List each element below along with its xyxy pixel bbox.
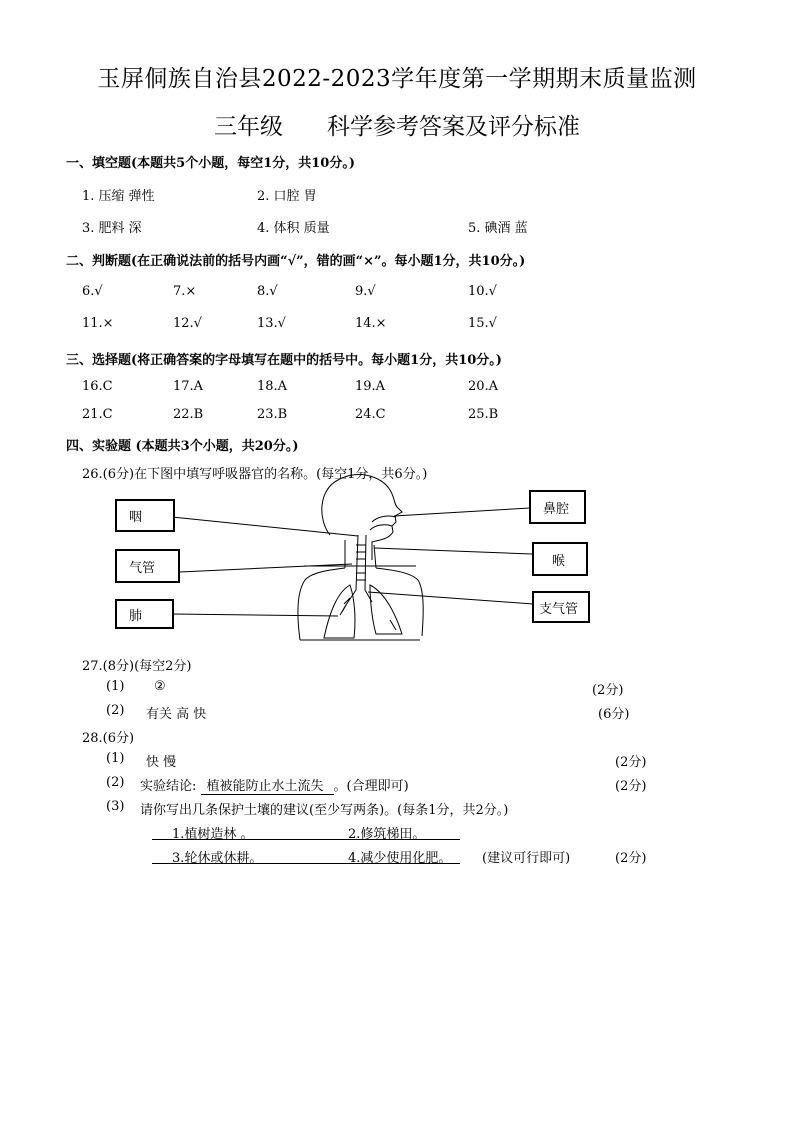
q27-part2-answer: 有关 高 快 xyxy=(146,707,207,722)
q28-part3-score: (2分) xyxy=(615,851,647,866)
answer-2: 2. 口腔 胃 xyxy=(257,189,317,204)
q27-prompt: 27.(8分)(每空2分) xyxy=(82,659,192,674)
suggestion-1: 1.植树造林 。 xyxy=(172,827,254,842)
answer-3: 3. 肥料 深 xyxy=(82,221,142,236)
suggestion-3: 3.轮休或休耕。 xyxy=(172,851,263,866)
q27-part2-number: (2) xyxy=(106,703,125,718)
answer-15: 15.√ xyxy=(468,316,497,331)
answer-6: 6.√ xyxy=(82,284,103,299)
answer-8: 8.√ xyxy=(257,284,278,299)
suggestion-row-2 xyxy=(152,847,460,864)
q26-prompt: 26.(6分)在下图中填写呼吸器官的名称。(每空1分，共6分。) xyxy=(82,467,428,482)
answer-25: 25.B xyxy=(468,407,499,422)
label-pharynx: 咽 xyxy=(115,499,175,532)
label-trachea: 气管 xyxy=(115,549,180,583)
q28-part1-number: (1) xyxy=(106,751,125,766)
suggestion-4: 4.减少使用化肥。 xyxy=(348,851,452,866)
answer-12: 12.√ xyxy=(173,316,202,331)
subject-label: 科学参考答案及评分标准 xyxy=(327,114,580,140)
label-bronchus: 支气管 xyxy=(532,591,590,623)
answer-16: 16.C xyxy=(82,379,113,394)
suggestion-2: 2.修筑梯田。 xyxy=(348,827,426,842)
q28-prompt: 28.(6分) xyxy=(82,731,135,746)
grade-label: 三年级 xyxy=(214,114,283,140)
answer-10: 10.√ xyxy=(468,284,497,299)
section2-heading: 二、判断题(在正确说法前的括号内画“√”，错的画“×”。每小题1分，共10分。) xyxy=(66,254,526,269)
answer-17: 17.A xyxy=(173,379,204,394)
q27-part1-score: (2分) xyxy=(592,683,624,698)
answer-5: 5. 碘酒 蓝 xyxy=(468,221,528,236)
conclusion-label: 实验结论: xyxy=(140,779,197,794)
q27-part1-answer: ② xyxy=(154,679,166,694)
answer-4: 4. 体积 质量 xyxy=(257,221,330,236)
label-nasal-cavity: 鼻腔 xyxy=(529,490,586,524)
answer-23: 23.B xyxy=(257,407,288,422)
suggestion-row-1 xyxy=(152,823,460,840)
answer-1: 1. 压缩 弹性 xyxy=(82,189,155,204)
answer-21: 21.C xyxy=(82,407,113,422)
answer-14: 14.× xyxy=(355,316,387,331)
section3-heading: 三、选择题(将正确答案的字母填写在题中的括号中。每小题1分，共10分。) xyxy=(66,353,502,368)
q28-part1-score: (2分) xyxy=(615,755,647,770)
q28-part1-answer: 快 慢 xyxy=(146,755,177,770)
conclusion-answer: 植被能防止水土流失 xyxy=(201,775,334,795)
label-larynx: 喉 xyxy=(532,542,588,576)
answer-24: 24.C xyxy=(355,407,386,422)
answer-22: 22.B xyxy=(173,407,204,422)
q28-part2-number: (2) xyxy=(106,775,125,790)
label-lung: 肺 xyxy=(115,599,174,629)
q28-part2-line xyxy=(140,775,409,795)
answer-7: 7.× xyxy=(173,284,197,299)
q28-part3-prompt: 请你写出几条保护土壤的建议(至少写两条)。(每条1分，共2分。) xyxy=(140,803,509,818)
answer-11: 11.× xyxy=(82,316,114,331)
q27-part1-number: (1) xyxy=(106,679,125,694)
suggestion-note: (建议可行即可) xyxy=(482,851,571,866)
answer-20: 20.A xyxy=(468,379,499,394)
section4-heading: 四、实验题 (本题共3个小题，共20分。) xyxy=(66,439,299,454)
conclusion-note: 。(合理即可) xyxy=(333,779,409,794)
document-title: 玉屏侗族自治县2022-2023学年度第一学期期末质量监测 xyxy=(97,66,697,92)
section1-heading: 一、填空题(本题共5个小题，每空1分，共10分。) xyxy=(66,156,355,171)
q27-part2-score: (6分) xyxy=(598,707,630,722)
answer-19: 19.A xyxy=(355,379,386,394)
q28-part3-number: (3) xyxy=(106,799,125,814)
answer-9: 9.√ xyxy=(355,284,376,299)
answer-18: 18.A xyxy=(257,379,288,394)
q28-part2-score: (2分) xyxy=(615,779,647,794)
answer-13: 13.√ xyxy=(257,316,286,331)
